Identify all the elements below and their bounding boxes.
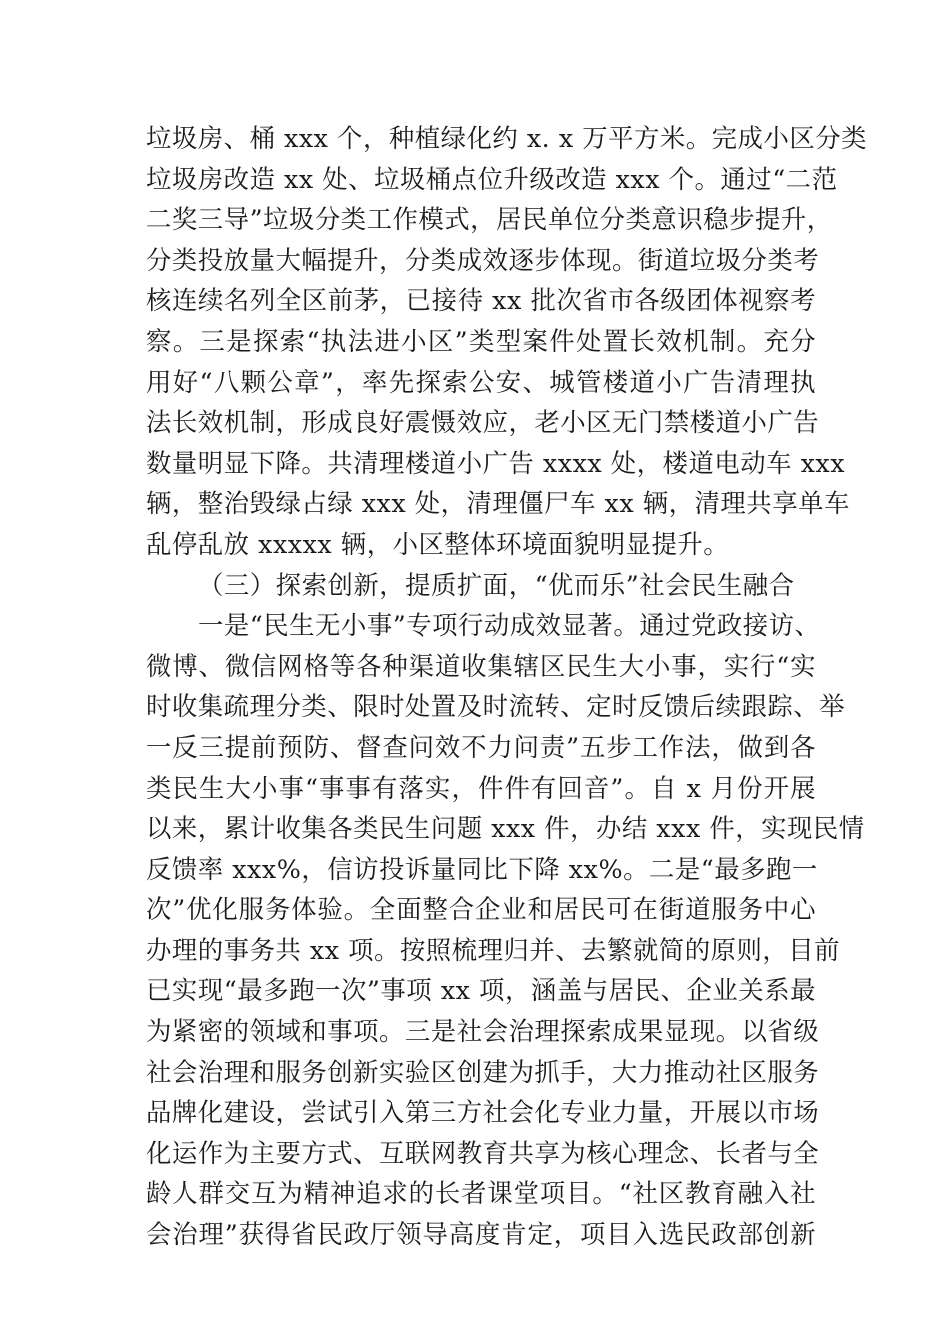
text-line: 已实现“最多跑一次”事项 xx 项，涵盖与居民、企业关系最 — [146, 975, 816, 1006]
text-line: 化运作为主要方式、互联网教育共享为核心理念、长者与全 — [146, 1137, 820, 1168]
document-body — [146, 118, 868, 1255]
text-line: 二奖三导”垃圾分类工作模式，居民单位分类意识稳步提升， — [146, 204, 833, 235]
text-line: 为紧密的领域和事项。三是社会治理探索成果显现。以省级 — [146, 1016, 820, 1047]
section-heading: （三）探索创新，提质扩面，“优而乐”社会民生融合 — [198, 569, 795, 600]
text-line: 辆，整治毁绿占绿 xxx 处，清理僵尸车 xx 辆，清理共享单车 — [146, 488, 850, 519]
text-line: 办理的事务共 xx 项。按照梳理归并、去繁就简的原则，目前 — [146, 934, 841, 965]
text-line: 垃圾房、桶 xxx 个，种植绿化约 x. x 万平方米。完成小区分类 — [146, 123, 868, 153]
text-line: 察。三是探索“执法进小区”类型案件处置长效机制。充分 — [146, 325, 816, 356]
text-line: 法长效机制，形成良好震慑效应，老小区无门禁楼道小广告 — [146, 407, 820, 438]
text-line: 类民生大小事“事事有落实，件件有回音”。自 x 月份开展 — [146, 772, 816, 803]
text-line: 分类投放量大幅提升，分类成效逐步体现。街道垃圾分类考 — [146, 244, 820, 275]
text-line: 次”优化服务体验。全面整合企业和居民可在街道服务中心 — [146, 894, 816, 925]
text-line: 乱停乱放 xxxxx 辆，小区整体环境面貌明显提升。 — [146, 528, 730, 559]
text-line: 垃圾房改造 xx 处、垃圾桶点位升级改造 xxx 个。通过“二范 — [146, 163, 838, 194]
text-line: 龄人群交互为精神追求的长者课堂项目。“社区教育融入社 — [146, 1178, 816, 1209]
text-line: 社会治理和服务创新实验区创建为抓手，大力推动社区服务 — [146, 1056, 820, 1087]
text-line: 品牌化建设，尝试引入第三方社会化专业力量，开展以市场 — [146, 1097, 820, 1128]
text-line: 会治理”获得省民政厅领导高度肯定，项目入选民政部创新 — [146, 1219, 816, 1250]
text-line: 时收集疏理分类、限时处置及时流转、定时反馈后续跟踪、举 — [146, 691, 846, 722]
text-line: 一反三提前预防、督查问效不力问责”五步工作法，做到各 — [146, 731, 816, 762]
text-line: 微博、微信网格等各种渠道收集辖区民生大小事，实行“实 — [146, 650, 816, 681]
text-line: 一是“民生无小事”专项行动成效显著。通过党政接访、 — [198, 610, 821, 641]
text-line: 数量明显下降。共清理楼道小广告 xxxx 处，楼道电动车 xxx — [146, 447, 846, 478]
text-line: 以来，累计收集各类民生问题 xxx 件，办结 xxx 件，实现民情 — [146, 813, 865, 844]
text-line: 反馈率 xxx%，信访投诉量同比下降 xx%。二是“最多跑一 — [146, 853, 818, 884]
text-line: 核连续名列全区前茅，已接待 xx 批次省市各级团体视察考 — [146, 285, 816, 316]
text-line: 用好“八颗公章”，率先探索公安、城管楼道小广告清理执 — [146, 366, 816, 397]
